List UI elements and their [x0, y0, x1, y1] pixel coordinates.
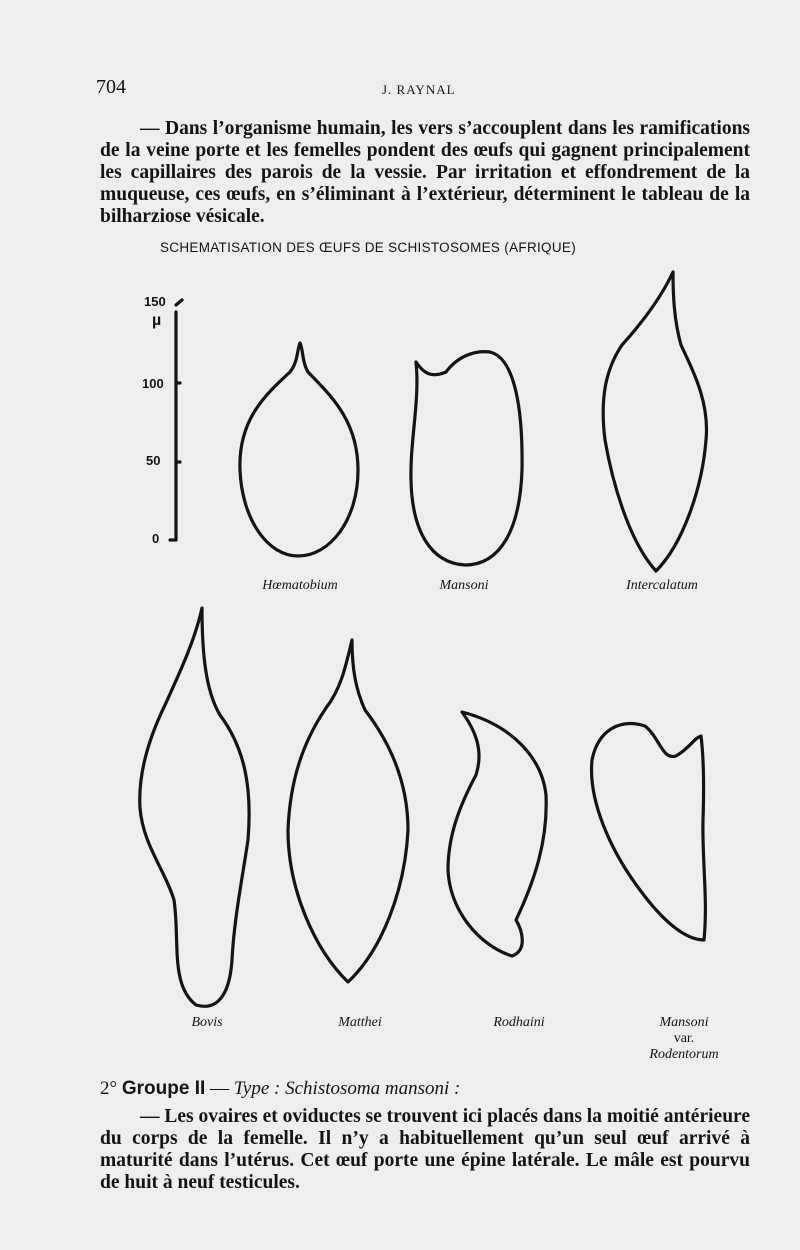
- scale-label-0: 0: [152, 531, 160, 546]
- figure-caption: SCHEMATISATION DES ŒUFS DE SCHISTOSOMES (AFRIQUE): [160, 240, 576, 255]
- scale-label-150: 150: [144, 294, 166, 309]
- label-bovis: Bovis: [191, 1015, 223, 1030]
- label-rodentorum-3: Rodentorum: [649, 1047, 719, 1062]
- page-number: 704: [96, 76, 126, 98]
- scale-bar: [170, 300, 182, 540]
- heading-type: Type : Schistosoma mansoni :: [233, 1078, 461, 1099]
- egg-mansoni: [411, 352, 522, 565]
- scale-unit: µ: [152, 312, 162, 329]
- paragraph-1: — Dans l’organisme humain, les vers s’accouplent dans les ramifications de la veine porte et les femelles pondent des œufs qui gagnent principalement les capillaires des parois de la vessie. Par irritation et effondrement de la muqueuse, ces œufs, en s’éliminant à l’extérieur, déterminent le tableau de la bilharziose vésicale.: [100, 118, 750, 227]
- running-head: J. RAYNAL: [382, 82, 456, 97]
- egg-intercalatum: [603, 272, 706, 571]
- heading-separator: —: [205, 1078, 234, 1099]
- egg-rodentorum: [592, 724, 706, 940]
- label-intercalatum: Intercalatum: [626, 578, 698, 593]
- label-mansoni: Mansoni: [439, 578, 489, 593]
- egg-rodhaini: [448, 712, 546, 956]
- scale-label-100: 100: [142, 376, 164, 391]
- scale-label-50: 50: [146, 453, 161, 468]
- label-haematobium: Hœmatobium: [262, 578, 338, 593]
- label-rodentorum-1: Mansoni: [659, 1015, 709, 1030]
- label-rodentorum-2: var.: [673, 1031, 695, 1046]
- egg-bovis: [140, 608, 249, 1006]
- heading-group: Groupe II: [121, 1078, 206, 1099]
- egg-haematobium: [240, 343, 358, 556]
- paragraph-2: — Les ovaires et oviductes se trouvent ici placés dans la moitié antérieure du corps de la femelle. Il n’y a habituellement qu’un seul œuf arrivé à maturité dans l’utérus. Cet œuf porte une épine latérale. Le mâle est pourvu de huit à neuf testicules.: [100, 1106, 750, 1193]
- egg-matthei: [288, 640, 408, 982]
- label-rodhaini: Rodhaini: [493, 1015, 545, 1030]
- label-matthei: Matthei: [338, 1015, 382, 1030]
- heading-prefix: 2°: [100, 1078, 122, 1099]
- section-heading: [100, 1078, 460, 1100]
